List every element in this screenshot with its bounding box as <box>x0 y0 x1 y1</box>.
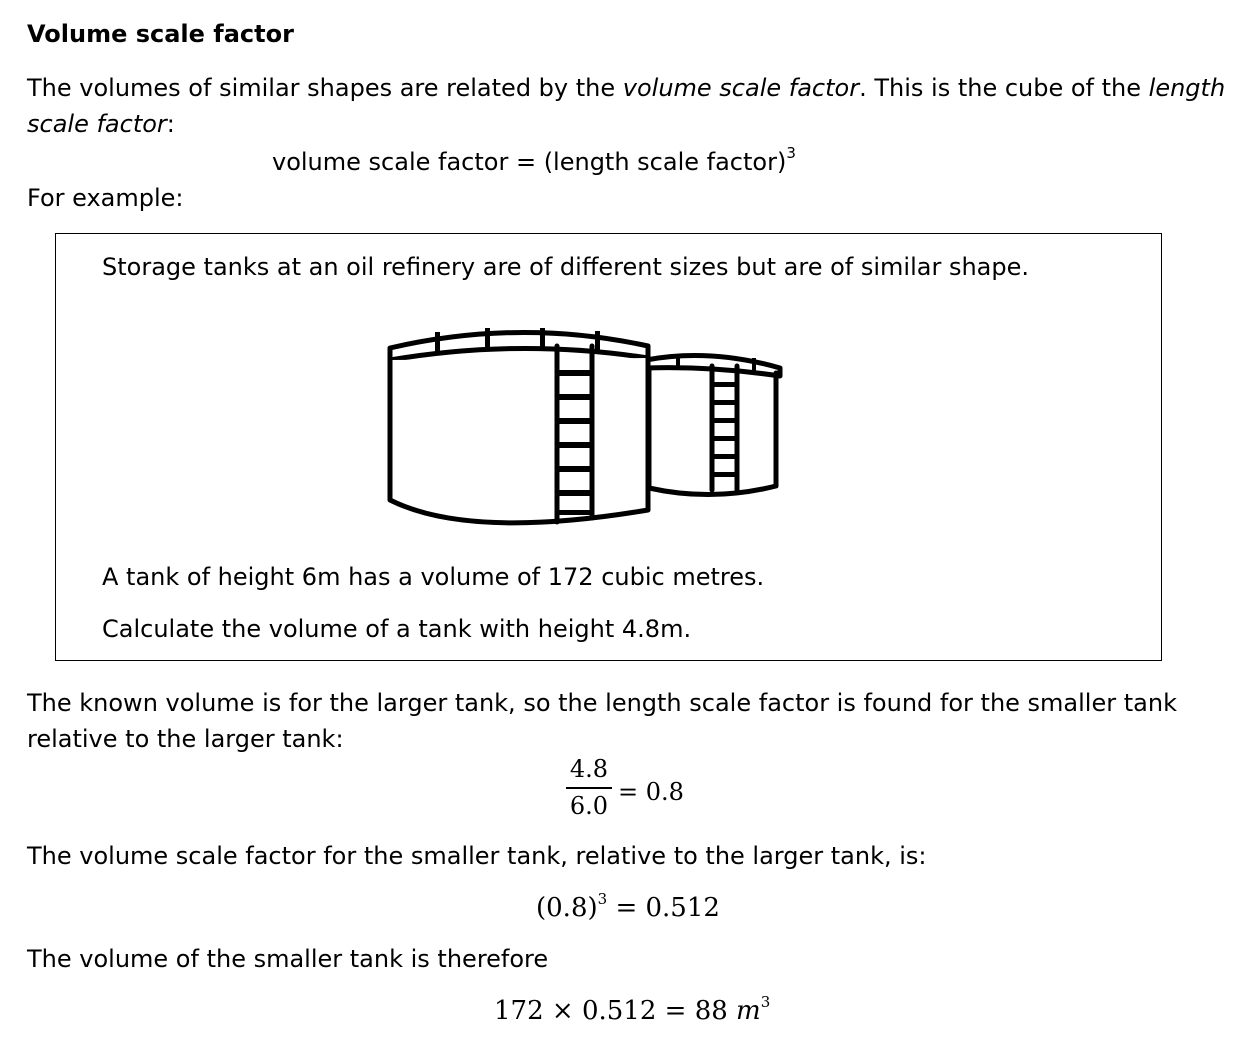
large-tank-body <box>390 358 648 523</box>
formula-text: volume scale factor = (length scale factor) <box>272 148 787 176</box>
example-line-3: Calculate the volume of a tank with height 4.8m. <box>102 615 692 643</box>
large-tank-rim <box>390 332 648 360</box>
solution-paragraph-1b: relative to the larger tank: <box>27 725 344 753</box>
intro-term-length: length <box>1148 74 1226 102</box>
eq3-left: 172 × 0.512 = 88 <box>494 996 737 1026</box>
solution-paragraph-1a: The known volume is for the larger tank, so the length scale factor is found for the smaller tank <box>27 689 1177 717</box>
eq2-exponent: 3 <box>597 890 608 908</box>
fraction-denominator: 6.0 <box>569 792 609 820</box>
intro-term-volume-scale-factor: volume scale factor <box>622 74 860 102</box>
intro-term-scale-factor: scale factor <box>27 110 167 138</box>
intro-line-2 <box>27 109 175 139</box>
formula <box>272 144 796 177</box>
solution-paragraph-3: The volume of the smaller tank is therefore <box>27 945 549 973</box>
intro-line-1 <box>27 73 1225 103</box>
intro-text-c: : <box>166 110 175 138</box>
fraction-numerator: 4.8 <box>569 755 609 783</box>
storage-tanks-illustration <box>380 318 790 538</box>
eq3-unit: m <box>736 996 761 1026</box>
fraction-result: = 0.8 <box>618 778 684 806</box>
final-volume-equation <box>494 993 771 1026</box>
volume-scale-equation <box>536 890 720 923</box>
intro-text-a: The volumes of similar shapes are related by the <box>27 74 623 102</box>
solution-paragraph-2: The volume scale factor for the smaller tank, relative to the larger tank, is: <box>27 842 927 870</box>
fraction-bar <box>566 787 612 789</box>
for-example-label: For example: <box>27 184 184 212</box>
eq3-exponent: 3 <box>760 993 771 1011</box>
intro-text-b: . This is the cube of the <box>859 74 1149 102</box>
length-scale-fraction <box>566 755 612 820</box>
formula-exponent: 3 <box>786 144 796 162</box>
section-heading: Volume scale factor <box>27 20 294 48</box>
example-line-1: Storage tanks at an oil refinery are of different sizes but are of similar shape. <box>102 253 1029 281</box>
example-line-2: A tank of height 6m has a volume of 172 cubic metres. <box>102 563 765 591</box>
eq2-result: = 0.512 <box>607 893 720 923</box>
eq2-base: (0.8) <box>536 893 598 923</box>
